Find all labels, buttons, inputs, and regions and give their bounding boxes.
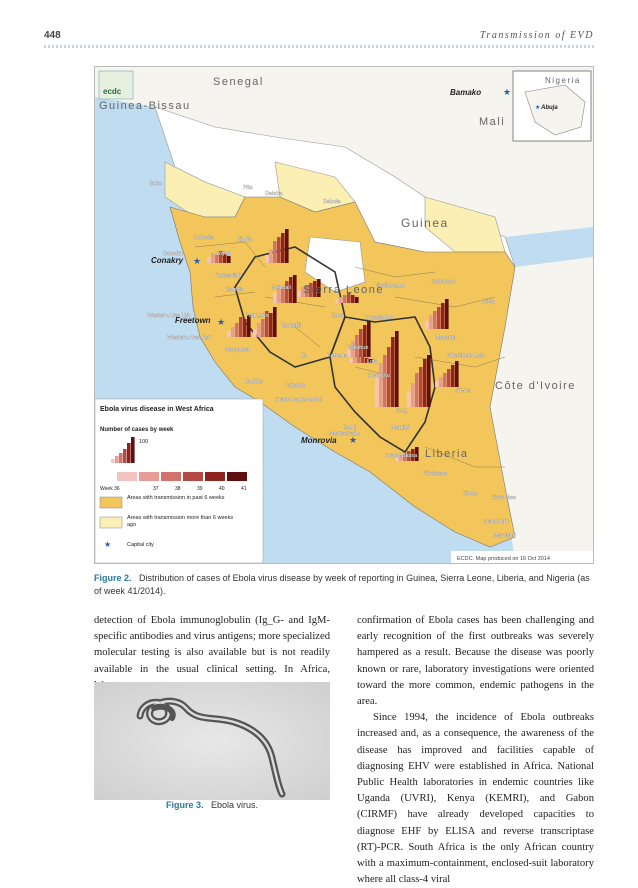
case-bar <box>273 293 277 303</box>
label-nigeria: Nigeria <box>545 76 581 85</box>
case-bar <box>227 331 231 337</box>
case-bar <box>349 359 353 363</box>
running-title: Transmission of EVD <box>479 30 594 41</box>
district-nzerekore: Nzerekore Lola <box>447 353 485 359</box>
district-forecariah: Forecariah <box>215 273 242 279</box>
case-bar <box>253 329 257 337</box>
case-bar <box>437 307 441 329</box>
figure-2-label: Figure 2. <box>94 573 132 583</box>
figure-3-label: Figure 3. <box>165 800 204 810</box>
capital-conakry: Conakry <box>151 256 184 265</box>
case-bar <box>297 291 301 297</box>
case-bar <box>411 383 415 407</box>
district-rivercess: Rivercess <box>423 471 448 477</box>
capital-star-monrovia: ★ <box>349 435 358 445</box>
legend-week-39: 39 <box>197 486 203 492</box>
ecdc-logo-text: ecdc <box>103 87 122 96</box>
legend-scale-bar <box>115 456 119 463</box>
legend-week-40: 40 <box>219 486 225 492</box>
district-coyah: Coyah <box>215 251 231 257</box>
case-bar <box>343 295 347 303</box>
legend-older-swatch <box>100 517 122 528</box>
district-lofa: Lofa <box>367 359 378 365</box>
left-paragraph: detection of Ebola immunoglobulin (Ig_G- and IgM-specific antibodies and virus antigens; more specialized molecular testing is also available but is not readily available in the usual clinical setting. In Africa, <box>94 615 330 675</box>
district-grand-bassa: Grand Bassa <box>385 453 418 459</box>
label-sierra-leone: Sierra Leone <box>303 284 384 296</box>
district-gbarpolu: Gbarpolu <box>367 373 390 379</box>
legend-older-label: Areas with transmission more than 6 weeks ago <box>127 515 234 528</box>
case-bar <box>355 297 359 303</box>
legend-week-36: Week 36 <box>100 486 120 492</box>
case-bar <box>407 391 411 407</box>
label-liberia: Liberia <box>425 448 469 460</box>
case-bar <box>435 381 439 387</box>
capital-star-freetown: ★ <box>217 317 226 327</box>
label-cote-divoire: Côte d'Ivoire <box>495 380 576 392</box>
case-bar <box>285 229 289 263</box>
district-boke: Boke <box>149 181 162 187</box>
case-bar <box>359 329 363 357</box>
case-bar <box>335 299 339 303</box>
label-mali: Mali <box>479 116 506 128</box>
case-bar <box>261 319 265 337</box>
label-guinea-bissau: Guinea-Bissau <box>99 100 191 112</box>
case-bar <box>269 249 273 263</box>
case-bar <box>339 297 343 303</box>
district-kerouane: Kerouane <box>431 279 455 285</box>
district-macenta: Macenta <box>435 335 457 341</box>
case-bar <box>447 369 451 387</box>
case-bar <box>243 319 247 337</box>
legend-title: Ebola virus disease in West Africa <box>100 406 214 413</box>
district-dalaba: Dalaba <box>265 191 283 197</box>
district-bombali: Bombali <box>271 285 291 291</box>
legend-week-37: 37 <box>153 486 159 492</box>
district-bomi: Bomi <box>343 425 356 431</box>
case-bar <box>445 299 449 329</box>
case-bar <box>429 315 433 329</box>
legend-week-swatch <box>139 472 159 481</box>
capital-star-abuja: ★ <box>535 105 541 111</box>
case-bar <box>231 327 235 337</box>
right-paragraph-2: Since 1994, the incidence of Ebola outbreaks increased and, as a consequence, the awareness of the disease has improved and facilities capable of diagnosing EHV were established in Africa. National Public Health laboratories in endemic countries like Uganda (UVRI), Kenya (KEMRI), and Gabon (CIRMF) have already developed capacities to diagnose EHF by ELISA and reverse transcriptase (RT)-PCR. South Africa is the only African country with a maximum-containment, enclosed-suit laboratory where all class-4 viral <box>357 712 594 886</box>
case-bar <box>451 365 455 387</box>
capital-freetown: Freetown <box>175 316 211 325</box>
case-bar <box>363 325 367 357</box>
district-bong: Bong <box>395 408 408 414</box>
district-kailahun: Kailahun <box>347 345 369 351</box>
district-kissidougou: Kissidougou <box>375 283 405 289</box>
district-grand-cape-mount: Grand Cape Mount <box>275 397 322 403</box>
legend-week-41: 41 <box>241 486 247 492</box>
legend-recent-swatch <box>100 497 122 508</box>
legend-week-swatch <box>227 472 247 481</box>
district-sinoe: Sinoe <box>463 491 478 497</box>
legend-recent-label: Areas with transmission in past 6 weeks <box>127 495 225 501</box>
header-rule <box>44 45 594 48</box>
case-bar <box>443 373 447 387</box>
district-margibi: Margibi <box>391 425 410 431</box>
district-moyamba: Moyamba <box>225 347 250 353</box>
case-bar <box>455 361 459 387</box>
case-bar <box>353 357 357 363</box>
district-bo: Bo <box>301 353 308 359</box>
district-western-area-urban: Western Area Urb <box>147 313 191 319</box>
district-kambia: Kambia <box>225 287 244 293</box>
district-pita: Pita <box>243 185 253 191</box>
case-bar <box>375 377 379 407</box>
ebola-virus-image <box>94 682 330 800</box>
legend-week-swatch <box>205 472 225 481</box>
case-bar <box>419 367 423 407</box>
case-bar <box>273 241 277 263</box>
capital-bamako: Bamako <box>450 88 482 97</box>
case-bar <box>439 377 443 387</box>
case-bar <box>379 363 383 407</box>
district-kenema: Kenema <box>327 353 348 359</box>
capital-abuja: Abuja <box>541 105 558 111</box>
district-bonthe: Bonthe <box>245 379 263 385</box>
district-tonkolili: Tonkolili <box>281 323 301 329</box>
capital-star-conakry: ★ <box>193 256 202 266</box>
district-grand-kru: Grand Kru <box>483 519 509 525</box>
case-bar <box>239 317 243 337</box>
legend-capital-star: ★ <box>104 540 112 549</box>
case-bar <box>269 313 273 337</box>
case-bar <box>361 357 365 363</box>
district-kono: Kono <box>331 313 344 319</box>
case-bar <box>423 359 427 407</box>
legend-week-swatch <box>117 472 137 481</box>
figure-3-text: Ebola virus. <box>211 800 259 810</box>
district-dabola: Dabola <box>323 199 341 205</box>
ebola-virus-svg <box>94 682 330 800</box>
case-bar <box>427 355 431 407</box>
district-kindia: Kindia <box>237 237 253 243</box>
legend-scale-bar <box>111 459 115 463</box>
capital-star-bamako: ★ <box>503 87 512 97</box>
legend-scale-value: 100 <box>139 439 149 445</box>
capital-monrovia: Monrovia <box>301 436 337 445</box>
district-conakry: Conakry <box>163 251 184 257</box>
case-bar <box>235 323 239 337</box>
district-western-area-rural: Western Area Rur <box>167 335 211 341</box>
district-nimba: Nimba <box>455 388 471 394</box>
case-bar <box>293 275 297 303</box>
case-bar <box>415 373 419 407</box>
district-beyla: Beyla <box>481 299 495 305</box>
legend-scale-bar <box>131 437 135 463</box>
case-bar <box>367 321 371 357</box>
case-bar <box>277 237 281 263</box>
map-svg <box>95 67 593 563</box>
district-pujehun: Pujehun <box>285 383 306 389</box>
case-bar <box>383 355 387 407</box>
district-dubreka: Dubreka <box>193 235 214 241</box>
district-river-gee: River Gee <box>491 495 516 501</box>
case-bar <box>351 295 355 303</box>
case-bar <box>395 331 399 407</box>
legend-week-38: 38 <box>175 486 181 492</box>
legend-week-swatch <box>183 472 203 481</box>
case-bar <box>425 321 429 329</box>
case-bar <box>227 256 231 263</box>
district-port-loko: Port Loko <box>245 313 269 319</box>
case-bar <box>265 255 269 263</box>
figure-2-caption <box>94 572 594 598</box>
legend-scale-bar <box>127 443 131 463</box>
district-montserrado: Montserrado <box>329 431 360 437</box>
legend-capital-label: Capital city <box>127 542 154 548</box>
figure-3-caption <box>94 800 330 810</box>
legend-week-swatch <box>161 472 181 481</box>
legend-subtitle: Number of cases by week <box>100 427 174 433</box>
right-column <box>357 613 594 888</box>
case-bar <box>257 323 261 337</box>
case-bar <box>391 337 395 407</box>
district-maryland: Maryland <box>493 533 516 539</box>
district-gueckedou: Gueckedou <box>365 315 394 321</box>
map-credit: ECDC. Map produced on 16 Oct 2014 <box>457 556 550 562</box>
figure-2-text: Distribution of cases of Ebola virus disease by week of reporting in Guinea, Sierra Leone, Liberia, and Nigeria (as of week 41/2014). <box>94 573 590 596</box>
case-bar <box>433 311 437 329</box>
case-bar <box>273 307 277 337</box>
case-bar <box>207 257 211 263</box>
ebola-map-figure <box>94 66 594 564</box>
case-bar <box>441 303 445 329</box>
label-guinea: Guinea <box>401 216 449 230</box>
page-number: 448 <box>44 30 61 41</box>
right-paragraph-1: confirmation of Ebola cases has been challenging and early recognition of the first outbreaks was severely hampered as a result. Because the disease was poorly known or rare, laboratory investigations were oriented toward the more common, endemic pathogens in the area. <box>357 615 594 708</box>
legend-scale-bar <box>123 449 127 463</box>
label-senegal: Senegal <box>213 76 264 88</box>
legend-scale-bar <box>119 453 123 463</box>
case-bar <box>281 233 285 263</box>
